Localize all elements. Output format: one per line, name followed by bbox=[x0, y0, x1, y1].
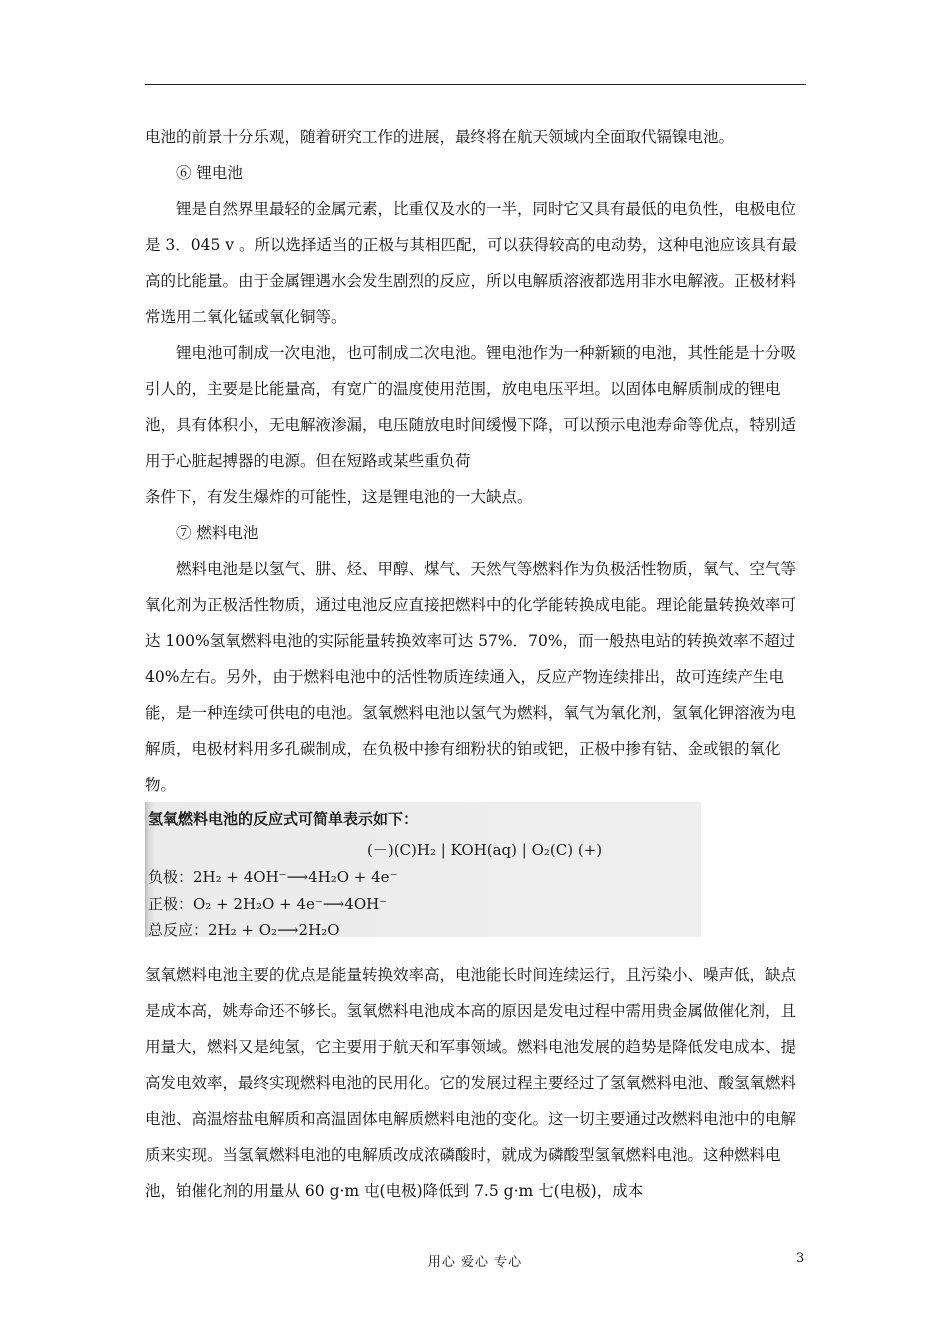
paragraph-lithium-properties: 锂是自然界里最轻的金属元素，比重仅及水的一半，同时它又具有最低的电负性，电极电位是 3．045 v 。所以选择适当的正极与其相匹配，可以获得较高的电动势，这种电池应该具有最高的比能量。由于金属锂遇水会发生剧烈的反应，所以电解质溶液都选用非水电解液。正极材料常选用二氧化锰或氧化铜等。 bbox=[145, 200, 797, 326]
overall-reaction-equation: 总反应：2H₂ + O₂⟶2H₂O bbox=[148, 921, 340, 939]
paragraph-fuel-cell-advantages: 氢氧燃料电池主要的优点是能量转换效率高，电池能长时间连续运行，且污染小、噪声低，缺点是成本高，姚寿命还不够长。氢氧燃料电池成本高的原因是发电过程中需用贵金属做催化剂，且用量大，燃料又是纯氢，它主要用于航天和军事领域。燃料电池发展的趋势是降低发电成本、提高发电效率，最终实现燃料电池的民用化。它的发展过程主要经过了氢氧燃料电池、酸氢氧燃料电池、高温熔盐电解质和高温固体电解质燃料电池的变化。这一切主要通过改燃料电池中的电解质来实现。当氢氧燃料电池的电解质改成浓磷酸时，就成为磷酸型氢氧燃料电池。这种燃料电池，铂催化剂的用量从 60 g·m 屯(电极)降低到 7.5 g·m 七(电极)，成本 bbox=[145, 966, 797, 1200]
paragraph-continuation: 电池的前景十分乐观，随着研究工作的进展，最终将在航天领域内全面取代镉镍电池。 bbox=[145, 128, 735, 146]
text-block-lower bbox=[145, 957, 810, 1209]
reaction-equations-figure bbox=[145, 802, 701, 937]
paragraph-fuel-cell-intro: 燃料电池是以氢气、肼、烃、甲醇、煤气、天然气等燃料作为负极活性物质，氧气、空气等氧化剂为正极活性物质，通过电池反应直接把燃料中的化学能转换成电能。理论能量转换效率可达 100%氢氧燃料电池的实际能量转换效率可达 57%．70%，而一般热电站的转换效率不超过 40%左右。另外，由于燃料电池中的活性物质连续通入，反应产物连续排出，故可连续产生电能，是一种连续可供电的电池。氢氧燃料电池以氢气为燃料，氧气为氧化剂，氢氧化钾溶液为电解质，电极材料用多孔碳制成，在负极中掺有细粉状的铂或钯，正极中掺有钴、金或银的氧化物。 bbox=[145, 560, 797, 794]
figure-caption: 氢氧燃料电池的反应式可简单表示如下： bbox=[148, 810, 419, 828]
paragraph-lithium-drawback: 条件下，有发生爆炸的可能性，这是锂电池的一大缺点。 bbox=[145, 488, 533, 506]
footer-motto: 用心 爱心 专心 bbox=[427, 1255, 523, 1270]
heading-fuel-cell: ⑦ 燃料电池 bbox=[176, 524, 259, 542]
paragraph-lithium-applications: 锂电池可制成一次电池，也可制成二次电池。锂电池作为一种新颖的电池，其性能是十分吸引人的，主要是比能量高，有宽广的温度使用范围，放电电压平坦。以固体电解质制成的锂电池，具有体积小，无电解液渗漏，电压随放电时间缓慢下降，可以预示电池寿命等优点，特别适用于心脏起搏器的电源。但在短路或某些重负荷 bbox=[145, 344, 797, 470]
negative-electrode-equation: 负极：2H₂ + 4OH⁻⟶4H₂O + 4e⁻ bbox=[148, 868, 398, 886]
text-block-upper bbox=[145, 119, 810, 803]
header-rule bbox=[145, 84, 806, 85]
positive-electrode-equation: 正极：O₂ + 2H₂O + 4e⁻⟶4OH⁻ bbox=[148, 895, 388, 913]
cell-notation: (－)(C)H₂ | KOH(aq) | O₂(C) (+) bbox=[367, 841, 603, 859]
heading-lithium-battery: ⑥ 锂电池 bbox=[176, 164, 243, 182]
page-number: 3 bbox=[796, 1251, 805, 1266]
